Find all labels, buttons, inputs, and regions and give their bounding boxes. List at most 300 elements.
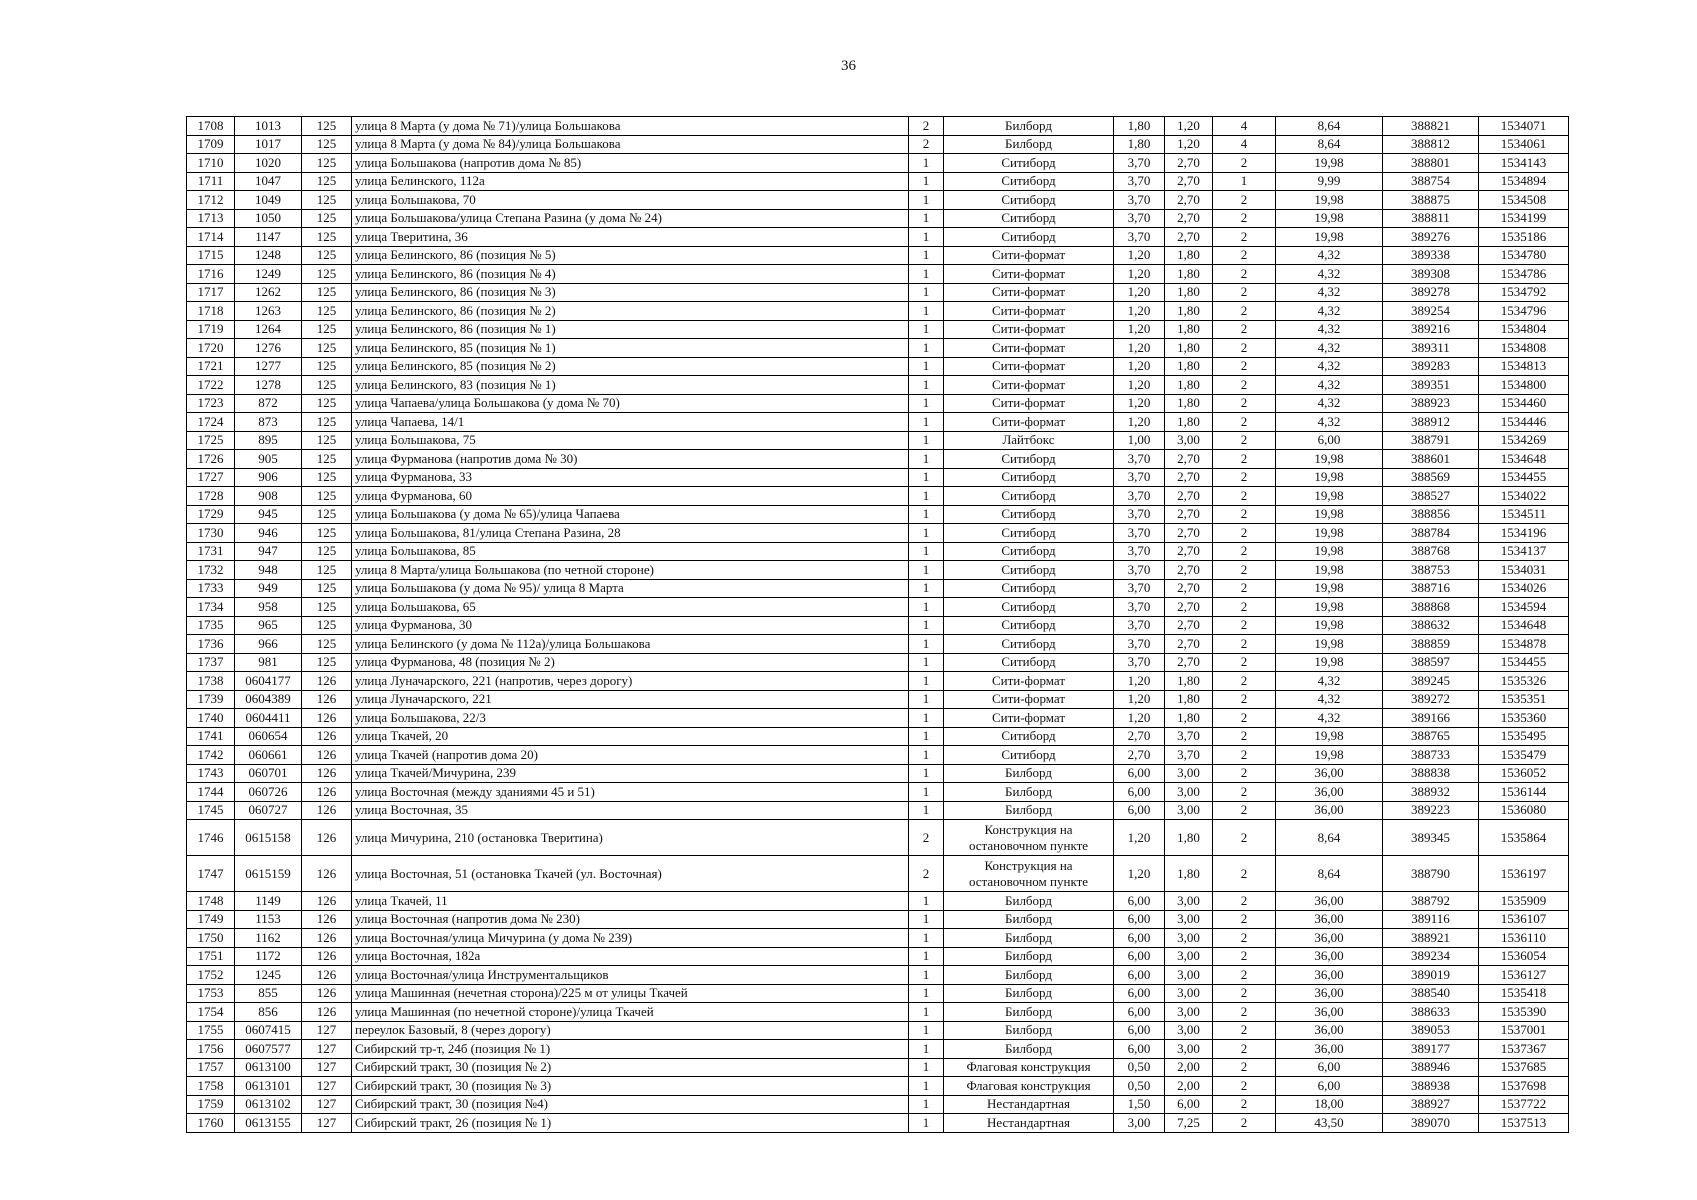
table-row xyxy=(187,820,1569,856)
sides-cell: 1 xyxy=(909,1095,944,1114)
address-cell: улица Большакова, 22/3 xyxy=(352,709,909,728)
registry-id-cell: 981 xyxy=(235,653,302,672)
registry-id-cell: 948 xyxy=(235,561,302,580)
coord-x-cell: 388784 xyxy=(1383,524,1479,543)
height-cell: 2,70 xyxy=(1165,616,1213,635)
faces-cell: 2 xyxy=(1213,856,1276,892)
row-number-cell: 1741 xyxy=(187,727,235,746)
row-number-cell: 1759 xyxy=(187,1095,235,1114)
row-number-cell: 1730 xyxy=(187,524,235,543)
coord-x-cell: 388792 xyxy=(1383,892,1479,911)
zone-code-cell: 125 xyxy=(302,154,352,173)
area-cell: 19,98 xyxy=(1276,505,1383,524)
coord-y-cell: 1536052 xyxy=(1479,764,1569,783)
table-row xyxy=(187,801,1569,820)
coord-x-cell: 388868 xyxy=(1383,598,1479,617)
row-number-cell: 1743 xyxy=(187,764,235,783)
coord-x-cell: 389177 xyxy=(1383,1040,1479,1059)
coord-x-cell: 388754 xyxy=(1383,172,1479,191)
faces-cell: 2 xyxy=(1213,357,1276,376)
construction-type-cell: Флаговая конструкция xyxy=(944,1077,1114,1096)
sides-cell: 1 xyxy=(909,727,944,746)
zone-code-cell: 125 xyxy=(302,283,352,302)
registry-id-cell: 0607415 xyxy=(235,1021,302,1040)
row-number-cell: 1747 xyxy=(187,856,235,892)
width-cell: 6,00 xyxy=(1114,984,1165,1003)
address-cell: Сибирский тр-т, 24б (позиция № 1) xyxy=(352,1040,909,1059)
width-cell: 1,20 xyxy=(1114,302,1165,321)
address-cell: улица Восточная, 35 xyxy=(352,801,909,820)
coord-y-cell: 1534269 xyxy=(1479,431,1569,450)
row-number-cell: 1752 xyxy=(187,966,235,985)
registry-id-cell: 0613155 xyxy=(235,1114,302,1133)
height-cell: 2,70 xyxy=(1165,598,1213,617)
area-cell: 8,64 xyxy=(1276,117,1383,136)
sides-cell: 1 xyxy=(909,265,944,284)
construction-type-cell: Билборд xyxy=(944,135,1114,154)
coord-y-cell: 1536144 xyxy=(1479,783,1569,802)
address-cell: улица 8 Марта (у дома № 71)/улица Большакова xyxy=(352,117,909,136)
area-cell: 4,32 xyxy=(1276,376,1383,395)
area-cell: 6,00 xyxy=(1276,1058,1383,1077)
row-number-cell: 1713 xyxy=(187,209,235,228)
coord-y-cell: 1536080 xyxy=(1479,801,1569,820)
area-cell: 36,00 xyxy=(1276,910,1383,929)
zone-code-cell: 126 xyxy=(302,690,352,709)
table-row xyxy=(187,394,1569,413)
coord-y-cell: 1535864 xyxy=(1479,820,1569,856)
registry-id-cell: 0604177 xyxy=(235,672,302,691)
area-cell: 36,00 xyxy=(1276,892,1383,911)
registry-id-cell: 0615158 xyxy=(235,820,302,856)
registry-id-cell: 1162 xyxy=(235,929,302,948)
zone-code-cell: 125 xyxy=(302,653,352,672)
coord-x-cell: 388768 xyxy=(1383,542,1479,561)
sides-cell: 1 xyxy=(909,598,944,617)
coord-x-cell: 388856 xyxy=(1383,505,1479,524)
coord-y-cell: 1535495 xyxy=(1479,727,1569,746)
row-number-cell: 1726 xyxy=(187,450,235,469)
construction-type-cell: Сити-формат xyxy=(944,265,1114,284)
faces-cell: 2 xyxy=(1213,910,1276,929)
height-cell: 3,00 xyxy=(1165,431,1213,450)
width-cell: 6,00 xyxy=(1114,1040,1165,1059)
width-cell: 1,20 xyxy=(1114,283,1165,302)
faces-cell: 2 xyxy=(1213,579,1276,598)
sides-cell: 1 xyxy=(909,672,944,691)
zone-code-cell: 125 xyxy=(302,135,352,154)
sides-cell: 1 xyxy=(909,579,944,598)
height-cell: 3,00 xyxy=(1165,1021,1213,1040)
construction-type-cell: Ситиборд xyxy=(944,450,1114,469)
zone-code-cell: 125 xyxy=(302,635,352,654)
width-cell: 3,70 xyxy=(1114,635,1165,654)
coord-y-cell: 1537001 xyxy=(1479,1021,1569,1040)
registry-id-cell: 1263 xyxy=(235,302,302,321)
coord-y-cell: 1534199 xyxy=(1479,209,1569,228)
height-cell: 1,80 xyxy=(1165,672,1213,691)
zone-code-cell: 125 xyxy=(302,394,352,413)
zone-code-cell: 126 xyxy=(302,764,352,783)
area-cell: 8,64 xyxy=(1276,856,1383,892)
sides-cell: 1 xyxy=(909,635,944,654)
registry-id-cell: 1262 xyxy=(235,283,302,302)
construction-type-cell: Ситиборд xyxy=(944,191,1114,210)
registry-id-cell: 0604389 xyxy=(235,690,302,709)
faces-cell: 2 xyxy=(1213,302,1276,321)
address-cell: улица Белинского, 86 (позиция № 2) xyxy=(352,302,909,321)
width-cell: 3,70 xyxy=(1114,524,1165,543)
width-cell: 1,20 xyxy=(1114,690,1165,709)
faces-cell: 2 xyxy=(1213,1058,1276,1077)
width-cell: 3,70 xyxy=(1114,154,1165,173)
height-cell: 1,80 xyxy=(1165,357,1213,376)
registry-id-cell: 0613102 xyxy=(235,1095,302,1114)
height-cell: 3,00 xyxy=(1165,764,1213,783)
sides-cell: 1 xyxy=(909,984,944,1003)
table-row xyxy=(187,376,1569,395)
height-cell: 1,80 xyxy=(1165,690,1213,709)
zone-code-cell: 125 xyxy=(302,598,352,617)
area-cell: 19,98 xyxy=(1276,228,1383,247)
zone-code-cell: 125 xyxy=(302,265,352,284)
registry-id-cell: 1278 xyxy=(235,376,302,395)
table-row xyxy=(187,727,1569,746)
zone-code-cell: 126 xyxy=(302,929,352,948)
registry-id-cell: 0604411 xyxy=(235,709,302,728)
construction-type-cell: Ситиборд xyxy=(944,524,1114,543)
row-number-cell: 1719 xyxy=(187,320,235,339)
faces-cell: 2 xyxy=(1213,984,1276,1003)
height-cell: 2,70 xyxy=(1165,487,1213,506)
coord-y-cell: 1534508 xyxy=(1479,191,1569,210)
width-cell: 0,50 xyxy=(1114,1058,1165,1077)
coord-y-cell: 1534813 xyxy=(1479,357,1569,376)
sides-cell: 1 xyxy=(909,910,944,929)
row-number-cell: 1742 xyxy=(187,746,235,765)
faces-cell: 2 xyxy=(1213,394,1276,413)
address-cell: улица Фурманова, 48 (позиция № 2) xyxy=(352,653,909,672)
coord-x-cell: 389070 xyxy=(1383,1114,1479,1133)
zone-code-cell: 125 xyxy=(302,209,352,228)
sides-cell: 1 xyxy=(909,929,944,948)
registry-id-cell: 856 xyxy=(235,1003,302,1022)
area-cell: 4,32 xyxy=(1276,672,1383,691)
coord-y-cell: 1534648 xyxy=(1479,616,1569,635)
width-cell: 0,50 xyxy=(1114,1077,1165,1096)
coord-y-cell: 1534808 xyxy=(1479,339,1569,358)
address-cell: Сибирский тракт, 30 (позиция № 3) xyxy=(352,1077,909,1096)
construction-type-cell: Лайтбокс xyxy=(944,431,1114,450)
area-cell: 9,99 xyxy=(1276,172,1383,191)
registry-id-cell: 1047 xyxy=(235,172,302,191)
coord-x-cell: 389234 xyxy=(1383,947,1479,966)
faces-cell: 2 xyxy=(1213,764,1276,783)
height-cell: 1,80 xyxy=(1165,265,1213,284)
address-cell: улица Чапаева, 14/1 xyxy=(352,413,909,432)
area-cell: 19,98 xyxy=(1276,616,1383,635)
width-cell: 3,00 xyxy=(1114,1114,1165,1133)
row-number-cell: 1731 xyxy=(187,542,235,561)
faces-cell: 2 xyxy=(1213,413,1276,432)
coord-x-cell: 389278 xyxy=(1383,283,1479,302)
registry-id-cell: 060654 xyxy=(235,727,302,746)
height-cell: 1,80 xyxy=(1165,320,1213,339)
registry-id-cell: 873 xyxy=(235,413,302,432)
faces-cell: 2 xyxy=(1213,690,1276,709)
sides-cell: 1 xyxy=(909,801,944,820)
row-number-cell: 1708 xyxy=(187,117,235,136)
height-cell: 2,00 xyxy=(1165,1077,1213,1096)
zone-code-cell: 125 xyxy=(302,616,352,635)
table-row xyxy=(187,1003,1569,1022)
area-cell: 4,32 xyxy=(1276,320,1383,339)
area-cell: 19,98 xyxy=(1276,191,1383,210)
faces-cell: 2 xyxy=(1213,966,1276,985)
zone-code-cell: 126 xyxy=(302,801,352,820)
faces-cell: 2 xyxy=(1213,820,1276,856)
coord-x-cell: 389351 xyxy=(1383,376,1479,395)
address-cell: улица Большакова, 81/улица Степана Разина, 28 xyxy=(352,524,909,543)
height-cell: 3,00 xyxy=(1165,966,1213,985)
height-cell: 3,00 xyxy=(1165,801,1213,820)
coord-y-cell: 1534804 xyxy=(1479,320,1569,339)
coord-y-cell: 1534137 xyxy=(1479,542,1569,561)
faces-cell: 4 xyxy=(1213,135,1276,154)
area-cell: 19,98 xyxy=(1276,154,1383,173)
construction-type-cell: Ситиборд xyxy=(944,653,1114,672)
row-number-cell: 1709 xyxy=(187,135,235,154)
faces-cell: 2 xyxy=(1213,154,1276,173)
area-cell: 19,98 xyxy=(1276,209,1383,228)
sides-cell: 1 xyxy=(909,450,944,469)
address-cell: улица Белинского, 85 (позиция № 2) xyxy=(352,357,909,376)
coord-x-cell: 388812 xyxy=(1383,135,1479,154)
sides-cell: 1 xyxy=(909,690,944,709)
height-cell: 2,70 xyxy=(1165,505,1213,524)
sides-cell: 1 xyxy=(909,783,944,802)
sides-cell: 1 xyxy=(909,283,944,302)
registry-id-cell: 1149 xyxy=(235,892,302,911)
registry-id-cell: 060727 xyxy=(235,801,302,820)
construction-type-cell: Сити-формат xyxy=(944,320,1114,339)
coord-y-cell: 1534446 xyxy=(1479,413,1569,432)
address-cell: улица Мичурина, 210 (остановка Тверитина) xyxy=(352,820,909,856)
coord-y-cell: 1534648 xyxy=(1479,450,1569,469)
width-cell: 6,00 xyxy=(1114,801,1165,820)
registry-id-cell: 0607577 xyxy=(235,1040,302,1059)
area-cell: 43,50 xyxy=(1276,1114,1383,1133)
row-number-cell: 1748 xyxy=(187,892,235,911)
height-cell: 2,70 xyxy=(1165,579,1213,598)
sides-cell: 2 xyxy=(909,135,944,154)
width-cell: 3,70 xyxy=(1114,561,1165,580)
faces-cell: 2 xyxy=(1213,524,1276,543)
sides-cell: 1 xyxy=(909,746,944,765)
width-cell: 1,80 xyxy=(1114,117,1165,136)
table-row xyxy=(187,283,1569,302)
sides-cell: 1 xyxy=(909,320,944,339)
table-body xyxy=(187,117,1569,1133)
width-cell: 6,00 xyxy=(1114,929,1165,948)
height-cell: 1,80 xyxy=(1165,339,1213,358)
row-number-cell: 1737 xyxy=(187,653,235,672)
table-row xyxy=(187,966,1569,985)
row-number-cell: 1738 xyxy=(187,672,235,691)
height-cell: 3,70 xyxy=(1165,727,1213,746)
coord-y-cell: 1534026 xyxy=(1479,579,1569,598)
coord-x-cell: 388753 xyxy=(1383,561,1479,580)
area-cell: 18,00 xyxy=(1276,1095,1383,1114)
coord-y-cell: 1535186 xyxy=(1479,228,1569,247)
construction-type-cell: Ситиборд xyxy=(944,468,1114,487)
area-cell: 4,32 xyxy=(1276,394,1383,413)
row-number-cell: 1751 xyxy=(187,947,235,966)
row-number-cell: 1754 xyxy=(187,1003,235,1022)
table-row xyxy=(187,616,1569,635)
construction-type-cell: Флаговая конструкция xyxy=(944,1058,1114,1077)
coord-x-cell: 389276 xyxy=(1383,228,1479,247)
width-cell: 1,50 xyxy=(1114,1095,1165,1114)
width-cell: 1,00 xyxy=(1114,431,1165,450)
height-cell: 3,00 xyxy=(1165,910,1213,929)
coord-x-cell: 388569 xyxy=(1383,468,1479,487)
address-cell: Сибирский тракт, 26 (позиция № 1) xyxy=(352,1114,909,1133)
faces-cell: 4 xyxy=(1213,117,1276,136)
construction-type-cell: Сити-формат xyxy=(944,394,1114,413)
address-cell: улица Белинского, 86 (позиция № 3) xyxy=(352,283,909,302)
address-cell: улица Белинского, 112а xyxy=(352,172,909,191)
coord-x-cell: 388716 xyxy=(1383,579,1479,598)
area-cell: 4,32 xyxy=(1276,265,1383,284)
coord-y-cell: 1534455 xyxy=(1479,653,1569,672)
registry-id-cell: 958 xyxy=(235,598,302,617)
address-cell: улица Большакова, 70 xyxy=(352,191,909,210)
coord-y-cell: 1534780 xyxy=(1479,246,1569,265)
area-cell: 19,98 xyxy=(1276,653,1383,672)
construction-type-cell: Билборд xyxy=(944,764,1114,783)
coord-y-cell: 1537685 xyxy=(1479,1058,1569,1077)
sides-cell: 1 xyxy=(909,542,944,561)
construction-type-cell: Билборд xyxy=(944,947,1114,966)
height-cell: 2,70 xyxy=(1165,450,1213,469)
height-cell: 1,80 xyxy=(1165,302,1213,321)
address-cell: улица Фурманова, 60 xyxy=(352,487,909,506)
address-cell: улица Чапаева/улица Большакова (у дома № 70) xyxy=(352,394,909,413)
construction-type-cell: Сити-формат xyxy=(944,376,1114,395)
zone-code-cell: 125 xyxy=(302,413,352,432)
table-row xyxy=(187,505,1569,524)
zone-code-cell: 127 xyxy=(302,1021,352,1040)
address-cell: улица Ткачей, 11 xyxy=(352,892,909,911)
construction-type-cell: Сити-формат xyxy=(944,339,1114,358)
row-number-cell: 1721 xyxy=(187,357,235,376)
height-cell: 3,00 xyxy=(1165,929,1213,948)
table-row xyxy=(187,947,1569,966)
table-row xyxy=(187,1077,1569,1096)
row-number-cell: 1732 xyxy=(187,561,235,580)
zone-code-cell: 125 xyxy=(302,561,352,580)
registry-id-cell: 0613101 xyxy=(235,1077,302,1096)
faces-cell: 2 xyxy=(1213,1003,1276,1022)
address-cell: улица Большакова, 65 xyxy=(352,598,909,617)
zone-code-cell: 125 xyxy=(302,117,352,136)
construction-type-cell: Билборд xyxy=(944,117,1114,136)
area-cell: 4,32 xyxy=(1276,302,1383,321)
coord-y-cell: 1536107 xyxy=(1479,910,1569,929)
registry-id-cell: 1020 xyxy=(235,154,302,173)
table-row xyxy=(187,191,1569,210)
height-cell: 2,70 xyxy=(1165,154,1213,173)
zone-code-cell: 126 xyxy=(302,672,352,691)
zone-code-cell: 125 xyxy=(302,487,352,506)
construction-type-cell: Ситиборд xyxy=(944,635,1114,654)
address-cell: улица Фурманова, 33 xyxy=(352,468,909,487)
sides-cell: 1 xyxy=(909,487,944,506)
coord-y-cell: 1534460 xyxy=(1479,394,1569,413)
table-row xyxy=(187,635,1569,654)
construction-type-cell: Билборд xyxy=(944,966,1114,985)
height-cell: 1,80 xyxy=(1165,246,1213,265)
coord-y-cell: 1534796 xyxy=(1479,302,1569,321)
row-number-cell: 1755 xyxy=(187,1021,235,1040)
zone-code-cell: 127 xyxy=(302,1058,352,1077)
coord-y-cell: 1534511 xyxy=(1479,505,1569,524)
construction-type-cell: Ситиборд xyxy=(944,172,1114,191)
address-cell: улица Белинского, 85 (позиция № 1) xyxy=(352,339,909,358)
coord-x-cell: 388733 xyxy=(1383,746,1479,765)
address-cell: улица Луначарского, 221 xyxy=(352,690,909,709)
row-number-cell: 1739 xyxy=(187,690,235,709)
row-number-cell: 1720 xyxy=(187,339,235,358)
width-cell: 1,20 xyxy=(1114,357,1165,376)
area-cell: 19,98 xyxy=(1276,487,1383,506)
height-cell: 7,25 xyxy=(1165,1114,1213,1133)
address-cell: улица Машинная (нечетная сторона)/225 м от улицы Ткачей xyxy=(352,984,909,1003)
coord-x-cell: 389272 xyxy=(1383,690,1479,709)
sides-cell: 1 xyxy=(909,376,944,395)
address-cell: улица 8 Марта (у дома № 84)/улица Большакова xyxy=(352,135,909,154)
sides-cell: 1 xyxy=(909,154,944,173)
registry-id-cell: 1264 xyxy=(235,320,302,339)
area-cell: 19,98 xyxy=(1276,524,1383,543)
width-cell: 3,70 xyxy=(1114,542,1165,561)
coord-y-cell: 1534455 xyxy=(1479,468,1569,487)
width-cell: 3,70 xyxy=(1114,191,1165,210)
height-cell: 3,00 xyxy=(1165,947,1213,966)
address-cell: Сибирский тракт, 30 (позиция № 2) xyxy=(352,1058,909,1077)
row-number-cell: 1723 xyxy=(187,394,235,413)
area-cell: 19,98 xyxy=(1276,450,1383,469)
coord-x-cell: 388811 xyxy=(1383,209,1479,228)
registry-id-cell: 0613100 xyxy=(235,1058,302,1077)
row-number-cell: 1750 xyxy=(187,929,235,948)
coord-y-cell: 1535360 xyxy=(1479,709,1569,728)
table-row xyxy=(187,709,1569,728)
coord-y-cell: 1534878 xyxy=(1479,635,1569,654)
height-cell: 2,70 xyxy=(1165,653,1213,672)
registry-id-cell: 1017 xyxy=(235,135,302,154)
coord-y-cell: 1536197 xyxy=(1479,856,1569,892)
faces-cell: 2 xyxy=(1213,616,1276,635)
row-number-cell: 1712 xyxy=(187,191,235,210)
width-cell: 3,70 xyxy=(1114,579,1165,598)
width-cell: 6,00 xyxy=(1114,910,1165,929)
area-cell: 19,98 xyxy=(1276,598,1383,617)
construction-type-cell: Сити-формат xyxy=(944,672,1114,691)
row-number-cell: 1746 xyxy=(187,820,235,856)
coord-y-cell: 1534800 xyxy=(1479,376,1569,395)
